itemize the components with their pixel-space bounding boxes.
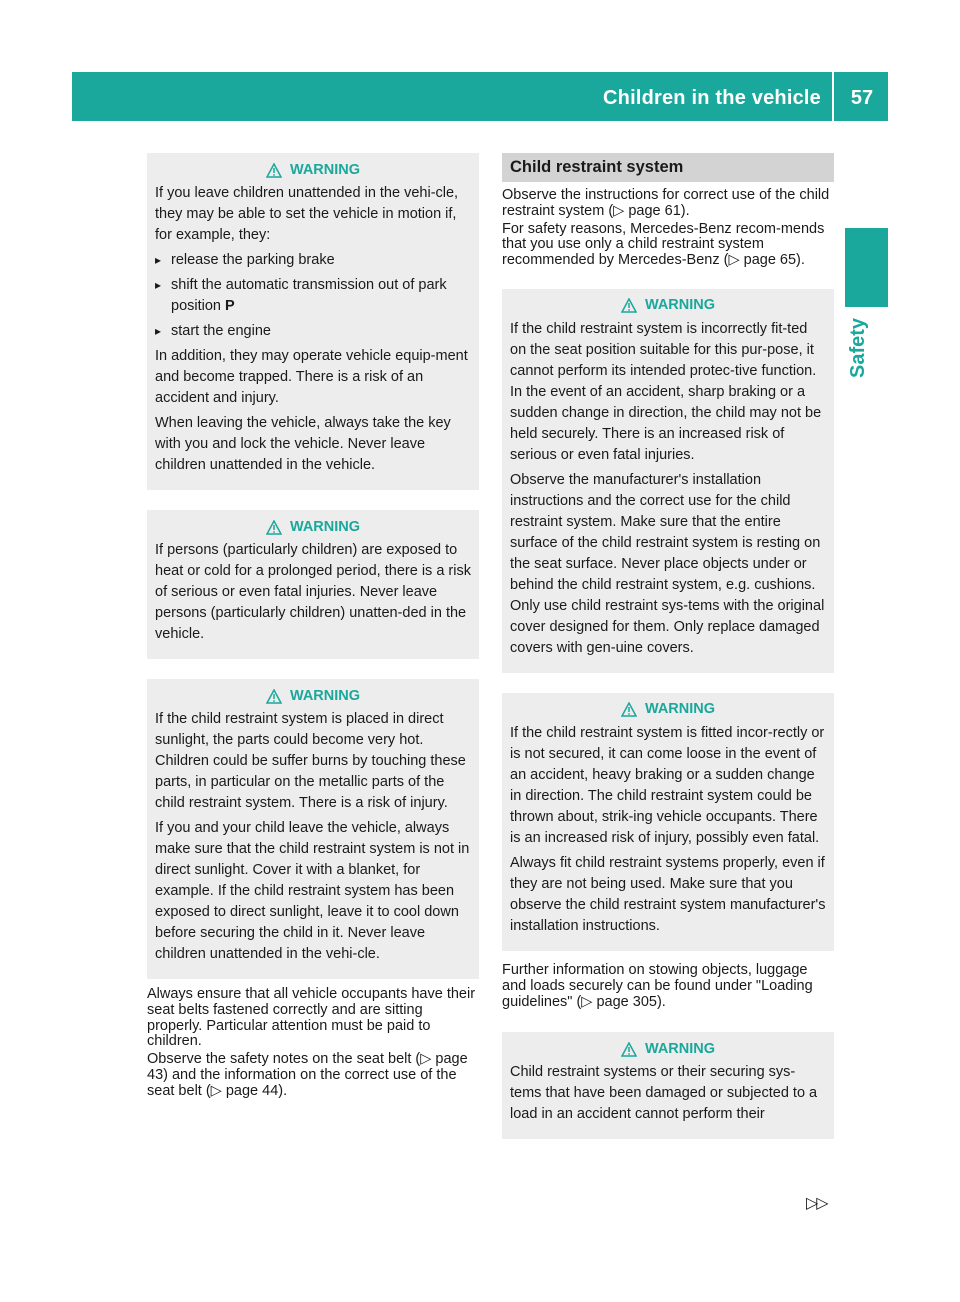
warning-text: If the child restraint system is placed in direct sunlight, the parts could become very hot. Children could be suffer burns by touching these parts, in particular on the metallic parts of the child restraint system. There is a risk of injury. [155,711,466,811]
warning-heading [155,685,471,707]
left-column [147,153,479,1102]
header-divider [832,72,834,121]
paragraph: For safety reasons, Mercedes-Benz recom-mends that you use only a child restraint system recommended by Mercedes-Benz (▷ page 65). [502,220,825,269]
warning-label: WARNING [289,518,361,535]
warning-triangle-icon [621,298,637,313]
header-bar [72,72,888,121]
warning-box-incorrect-fit [502,289,834,673]
side-tab-label: Safety [847,318,869,379]
warning-label: WARNING [289,687,361,704]
chapter-title: Children in the vehicle [603,87,821,109]
paragraph: Further information on stowing objects, luggage and loads securely can be found under "Loading guidelines" (▷ page 305). [502,961,813,1010]
warning-heading [510,1038,826,1060]
warning-label: WARNING [644,297,716,314]
warning-text: In addition, they may operate vehicle equip-ment and become trapped. There is a risk of an accident and injury. [155,348,468,406]
list-item: ▸ release the parking brake [155,250,471,271]
side-tab-marker [845,228,888,307]
warning-text: If you and your child leave the vehicle, always make sure that the child restraint system is not in direct sunlight. Cover it with a blanket, for example. If the child restraint system has been exposed to direct sunlight, leave it to cool down before securing the child in it. Never leave children unattended in the vehi-cle. [155,820,470,962]
warning-text: When leaving the vehicle, always take the key with you and lock the vehicle. Never leave children unattended in the vehicle. [155,415,451,473]
warning-heading [510,699,826,721]
right-column [502,153,834,1139]
warning-box-heat-cold [147,510,479,659]
gear-position-p: P [225,298,235,314]
warning-box-not-secured [502,693,834,951]
list-item-text: shift the automatic transmission out of park position [171,277,447,314]
warning-label: WARNING [644,701,716,718]
warning-text: Observe the manufacturer's installation instructions and the correct use for the child restraint system. Make sure that the entire surface of the child restraint system is resting on the seat surface. Never place objects under or behind the child restraint system, e.g. cushions. Only use child restraint sys-tems with the original cover designed for them. Only replace damaged covers with gen-uine covers. [510,471,825,656]
section-title: Child restraint system [502,153,834,182]
warning-box-damaged [502,1032,834,1139]
warning-text: Always fit child restraint systems properly, even if they are not being used. Make sure that you observe the child restraint system manufacturer's installation instructions. [510,854,826,934]
warning-triangle-icon [266,689,282,704]
warning-text: If you leave children unattended in the vehi-cle, they may be able to set the vehicle in motion if, for example, they: [155,185,459,243]
warning-triangle-icon [266,163,282,178]
body-text [502,963,834,1010]
bullet-list [155,250,471,342]
warning-text: If the child restraint system is incorrectly fit-ted on the seat position suitable for this pur-pose, it cannot perform its intended protec-tive function. In the event of an accident, sharp braking or a sudden change in direction, the child may not be held securely. There is an increased risk of serious or even fatal injuries. [510,320,822,463]
warning-triangle-icon [266,520,282,535]
list-item [155,275,471,317]
body-text [502,188,834,269]
body-text [147,987,479,1100]
warning-label: WARNING [644,1040,716,1057]
list-item: ▸ start the engine [155,321,471,342]
paragraph: Observe the instructions for correct use of the child restraint system (▷ page 61). [502,187,830,219]
paragraph: Observe the safety notes on the seat belt (▷ page 43) and the information on the correct use of the seat belt (▷ page 44). [147,1051,468,1099]
warning-box-sunlight [147,679,479,979]
warning-triangle-icon [621,702,637,717]
warning-box-unattended [147,153,479,490]
warning-heading [510,295,826,317]
warning-heading [155,516,471,538]
warning-text: Child restraint systems or their securing sys-tems that have been damaged or subjected to a load in an accident cannot perform their [510,1064,818,1123]
warning-triangle-icon [621,1042,637,1057]
page-number: 57 [850,87,874,109]
warning-text: If persons (particularly children) are exposed to heat or cold for a prolonged period, there is a risk of serious or even fatal injuries. Never leave persons (particularly children) unatten-ded in the vehicle. [155,542,471,642]
warning-label: WARNING [289,161,361,178]
paragraph: Always ensure that all vehicle occupants have their seat belts fastened correctly and are sitting properly. Particular attention must be paid to children. [147,986,476,1050]
warning-heading [155,159,471,181]
continue-arrows-icon: ▷▷ [806,1195,827,1212]
warning-text: If the child restraint system is fitted incor-rectly or is not secured, it can come loose in the event of an accident, heavy braking or a sudden change in direction. The child restraint system could be thrown about, strik-ing vehicle occupants. There is an increased risk of injury, possibly even fatal. [510,724,825,846]
